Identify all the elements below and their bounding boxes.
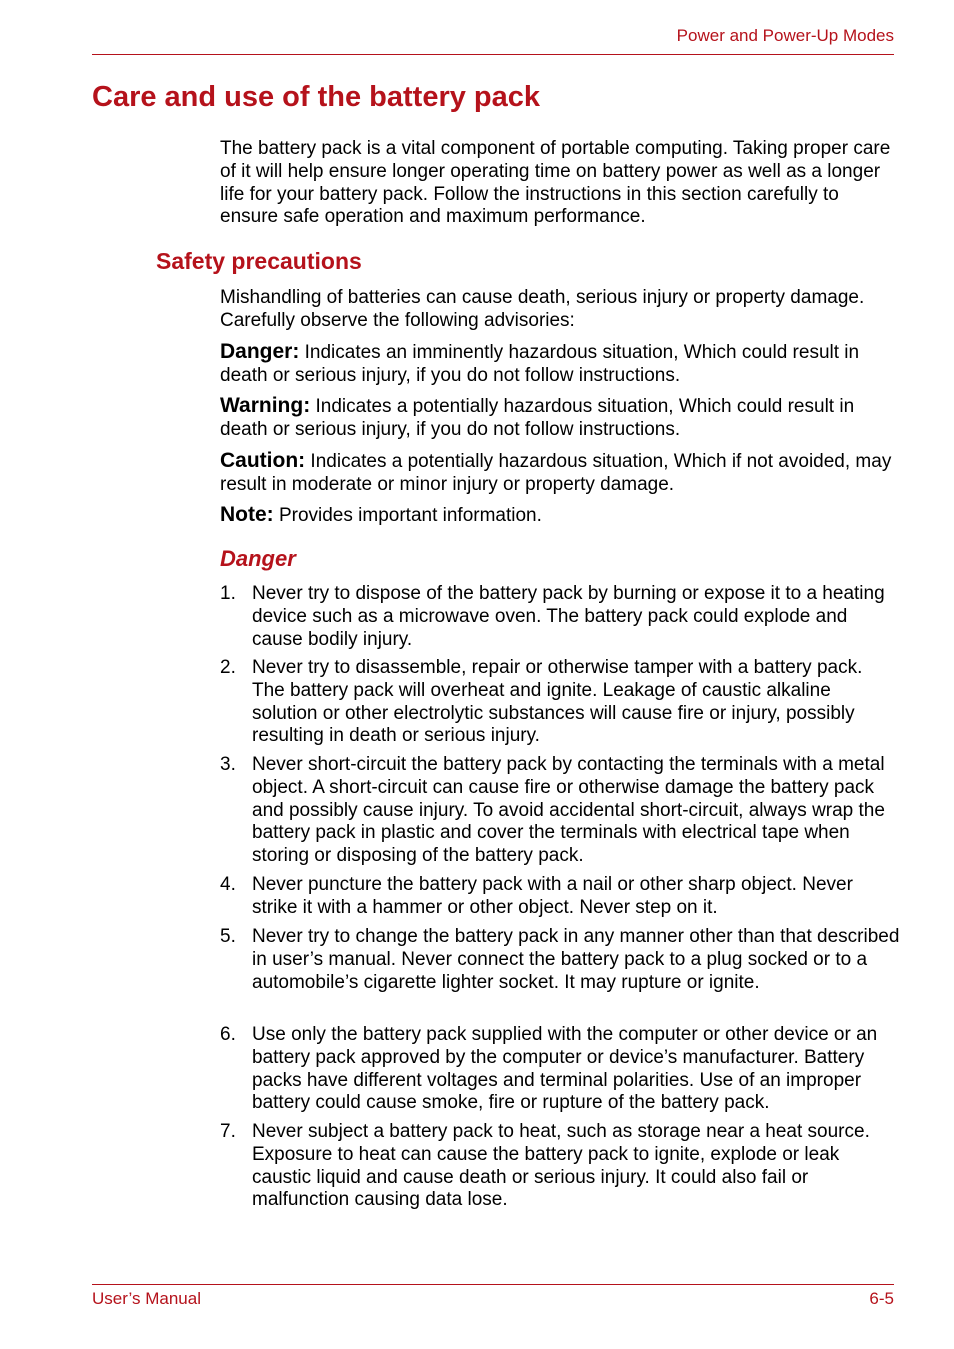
list-text: Never try to disassemble, repair or otherwise tamper with a battery pack. The battery pack will overheat and ignite. Leakage of caustic alkaline solution or other electrolytic substances will cause fire or injury, possibly resulting in death or serious injury. [252,657,863,747]
running-header: Power and Power-Up Modes [676,26,894,45]
list-item [220,926,900,994]
list-text: Never short-circuit the battery pack by contacting the terminals with a metal object. A short-circuit can cause fire or otherwise damage the battery pack and possibly cause injury. To avoid accidental short-circuit, always wrap the battery pack in plastic and cover the terminals with electrical tape when storing or disposing of the battery pack. [252,754,885,867]
list-text: Never puncture the battery pack with a nail or other sharp object. Never strike it with a hammer or other object. Never step on it. [252,874,853,918]
advisory-term: Note: [220,503,274,526]
footer-manual-title: User’s Manual [92,1289,201,1308]
advisory-text: Indicates a potentially hazardous situation, Which if not avoided, may result in moderate or minor injury or property damage. [220,451,892,495]
safety-intro-paragraph: Mishandling of batteries can cause death, serious injury or property damage. Carefully observe the following advisories: [220,287,865,331]
list-number: 3. [220,754,236,775]
list-item [220,1121,900,1212]
advisory-term: Danger: [220,340,300,363]
list-item [220,754,900,868]
advisory-term: Caution: [220,449,306,472]
list-item [220,583,900,651]
list-number: 7. [220,1121,236,1142]
list-text: Use only the battery pack supplied with the computer or other device or an battery pack approved by the computer or device’s manufacturer. Battery packs have different voltages and terminal polarities. Use of an improper battery could cause smoke, fire or rupture of the battery pack. [252,1024,878,1114]
list-number: 2. [220,657,236,678]
list-text: Never try to change the battery pack in any manner other than that described in user’s manual. Never connect the battery pack to a plug socked or to a automobile’s cigarette lighter socket. It may rupture or ignite. [252,926,900,993]
subsection-heading-danger: Danger [220,546,296,571]
advisory-text: Indicates an imminently hazardous situation, Which could result in death or serious injury, if you do not follow instructions. [220,342,860,386]
advisory-warning [220,394,900,441]
advisory-term: Warning: [220,394,311,417]
page-number: 6-5 [869,1289,894,1308]
section-heading-safety: Safety precautions [156,248,362,274]
footer-rule [92,1284,894,1285]
advisory-caution [220,449,900,496]
advisory-note [220,503,900,527]
advisory-text: Indicates a potentially hazardous situation, Which could result in death or serious injury, if you do not follow instructions. [220,396,855,440]
list-number: 1. [220,583,236,604]
intro-paragraph: The battery pack is a vital component of portable computing. Taking proper care of it will help ensure longer operating time on battery power as well as a longer life for your battery pack. Follow the instructions in this section carefully to ensure safe operation and maximum performance. [220,138,891,228]
list-number: 4. [220,874,236,895]
list-item [220,874,900,920]
header-rule [92,54,894,55]
list-item [220,657,900,748]
list-number: 5. [220,926,236,947]
advisory-text: Provides important information. [273,505,542,526]
list-text: Never subject a battery pack to heat, such as storage near a heat source. Exposure to heat can cause the battery pack to ignite, explode or leak caustic liquid and cause death or serious injury. It could also fail or malfunction causing data lose. [252,1121,870,1211]
page-title: Care and use of the battery pack [92,81,541,113]
list-item [220,1024,900,1115]
advisory-danger [220,340,900,387]
list-text: Never try to dispose of the battery pack by burning or expose it to a heating device such as a microwave oven. The battery pack could explode and cause bodily injury. [252,583,885,650]
list-number: 6. [220,1024,236,1045]
